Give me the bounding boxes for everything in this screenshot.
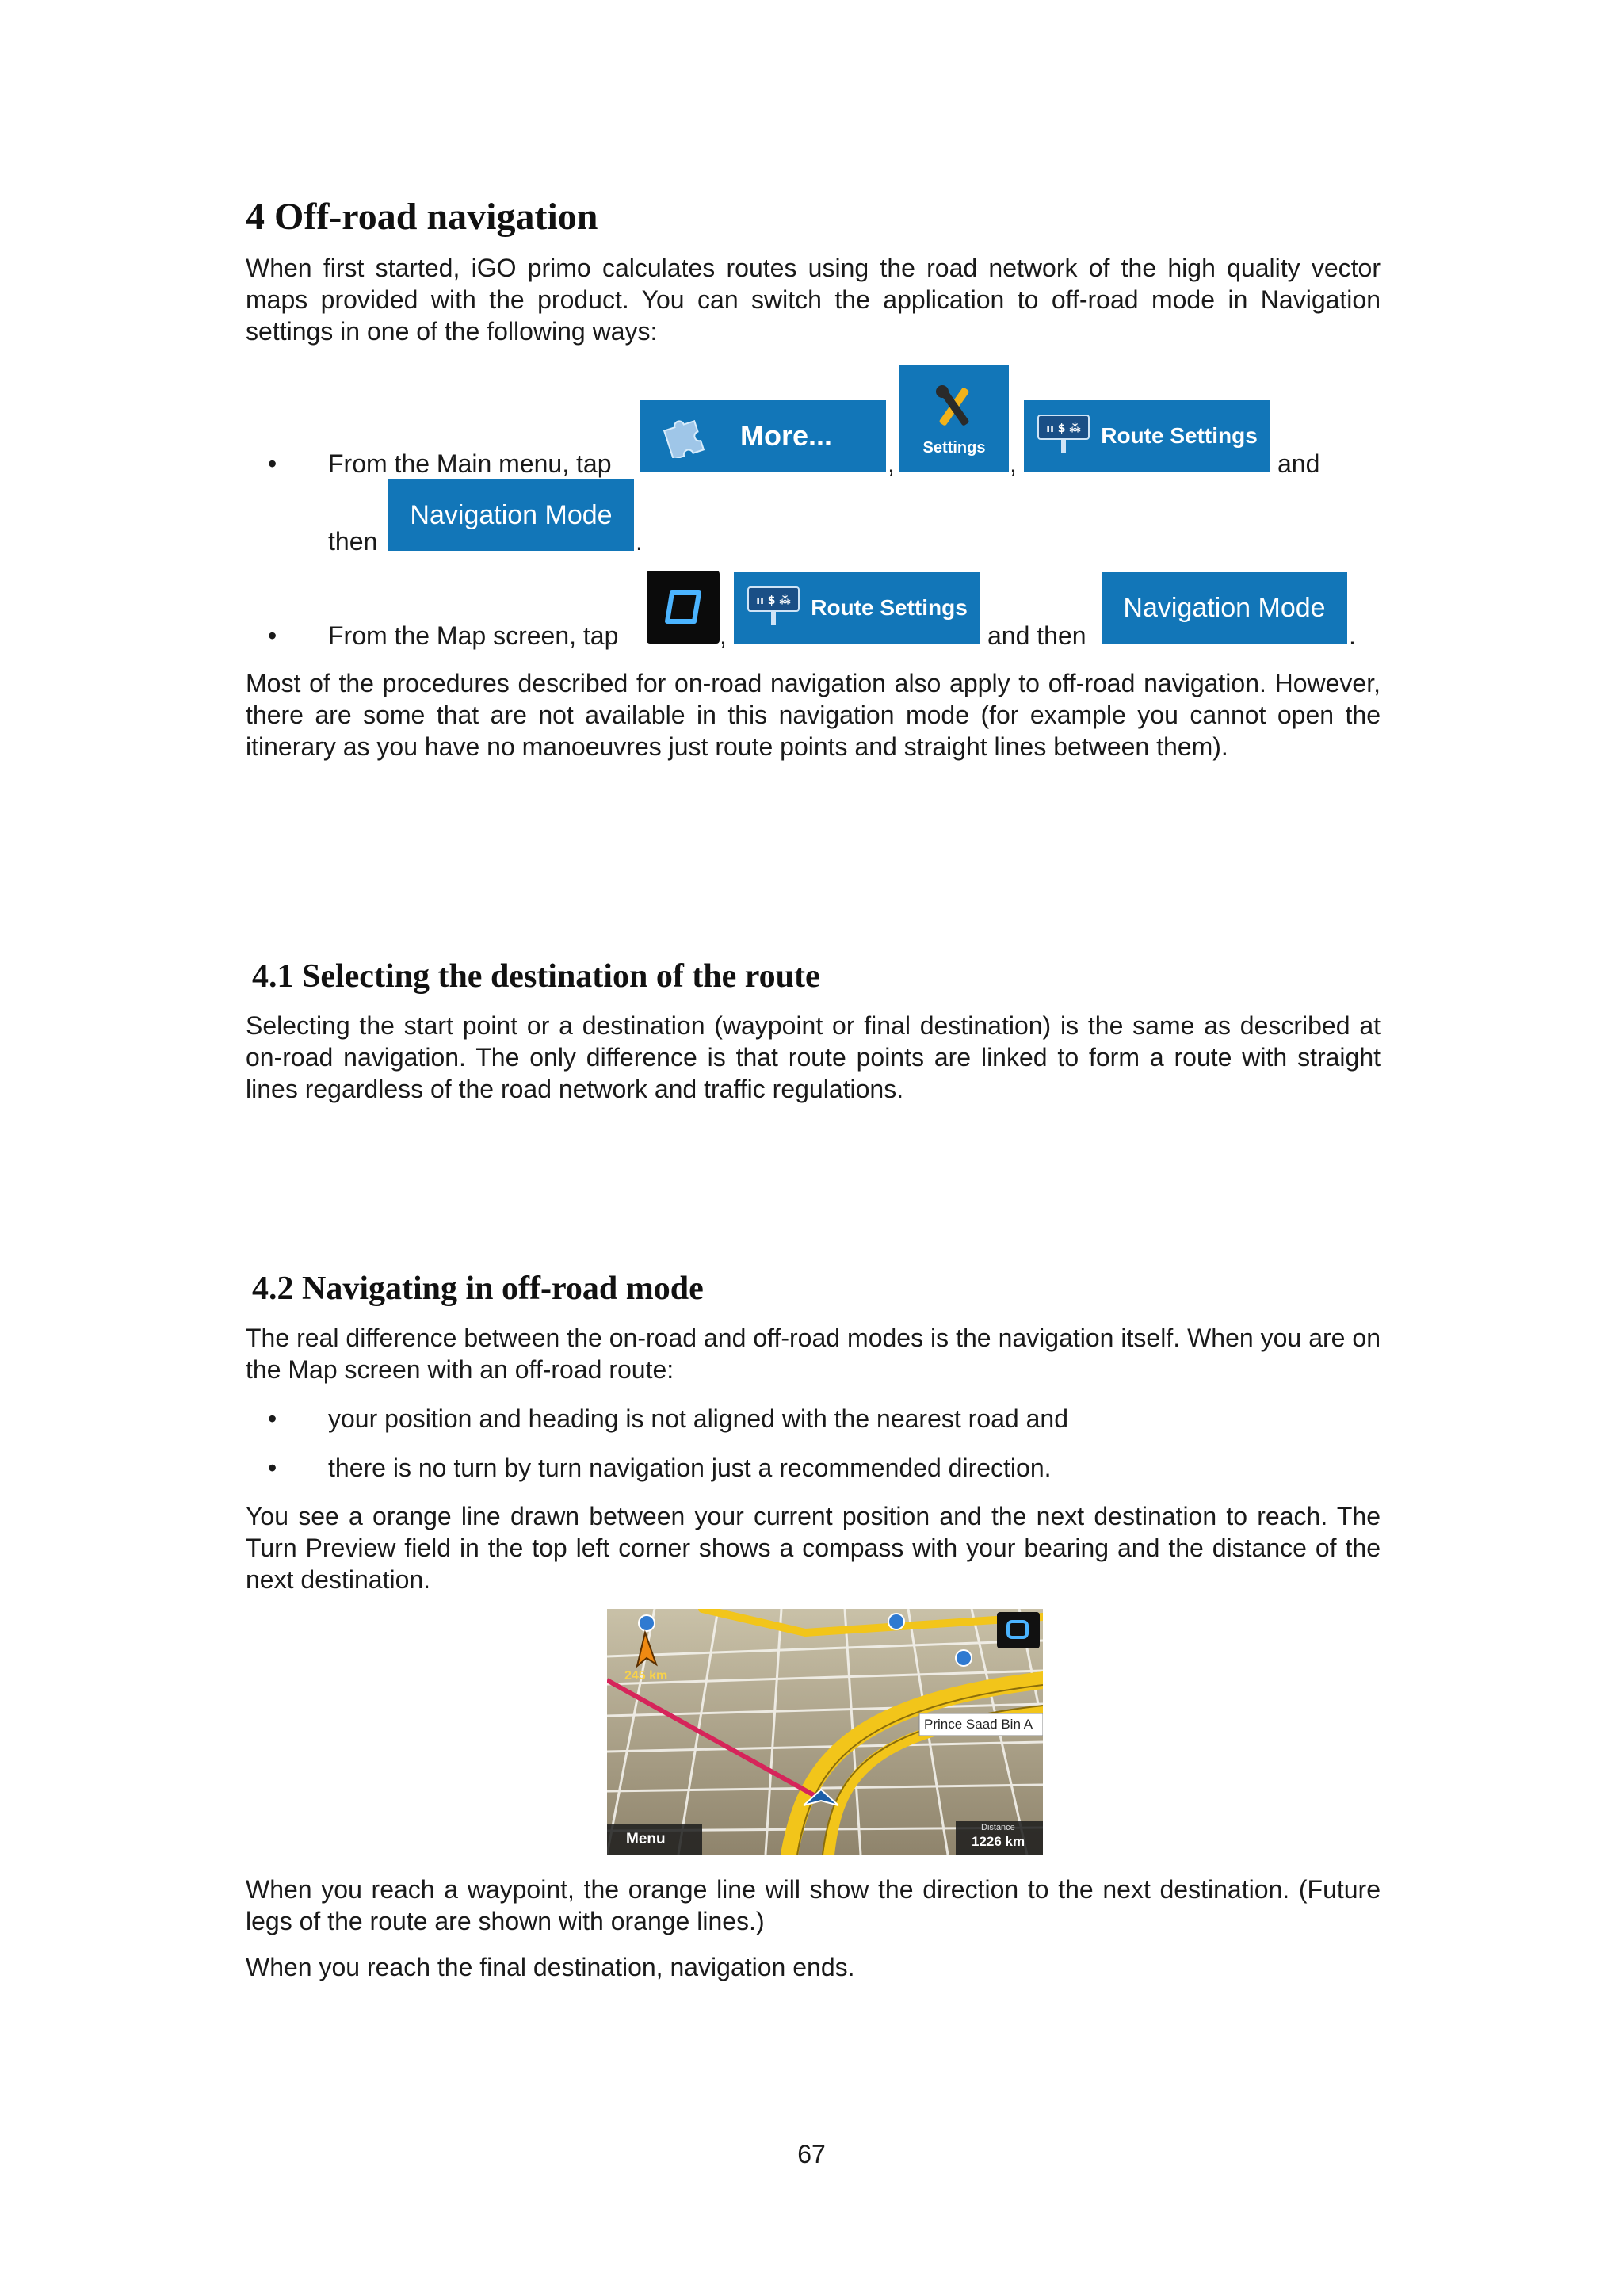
section42-body3: When you reach the final destination, navigation ends. [246,1953,855,1981]
settings-button-label: Settings [922,439,986,457]
more-button[interactable] [640,400,886,472]
street-label: Prince Saad Bin A [924,1717,1033,1732]
navigation-mode-button[interactable]: Navigation Mode [1102,572,1347,644]
section-heading-navigating-off-road: 4.2 Navigating in off-road mode [252,1270,704,1307]
map-menu-button[interactable] [647,571,720,644]
bullet-marker: • [268,621,277,650]
bullet2-end: . [1349,621,1356,650]
route-sign-icon [1036,412,1091,460]
tools-icon [926,379,982,439]
map-menu-label[interactable]: Menu [626,1831,666,1847]
route-sign-icon [746,584,801,632]
bullet-marker: • [268,1454,277,1482]
route-settings-label: Route Settings [811,595,968,620]
section42-body2: When you reach a waypoint, the orange line will show the direction to the next destination. (Future legs of the route are shown with orange lines.) [246,1875,1381,1935]
bullet1-then: then [328,527,378,556]
separator: , [888,449,895,478]
bullet1-and: and [1277,449,1320,478]
svg-text:ıı $ ⁂: ıı $ ⁂ [756,594,791,607]
bullet1-end: . [636,527,643,556]
turn-distance: 245 km [624,1669,668,1683]
section-heading-selecting-destination: 4.1 Selecting the destination of the route [252,958,820,995]
svg-text:ıı $ ⁂: ıı $ ⁂ [1046,422,1081,435]
distance-caption: Distance [981,1823,1015,1832]
list-item: there is no turn by turn navigation just a recommended direction. [328,1454,1052,1482]
section4-body: Most of the procedures described for on-road navigation also apply to off-road navigation. However, there are some that are not available in this navigation mode (for example you cannot open the itinerary as you have no manoeuvres just route points and straight lines between them). [246,669,1381,761]
bullet-marker: • [268,1404,277,1433]
list-item: your position and heading is not aligned with the nearest road and [328,1404,1068,1433]
bullet-marker: • [268,449,277,478]
section42-body1: You see a orange line drawn between your current position and the next destination to reach. The Turn Preview field in the top left corner shows a compass with your bearing and the distance of the next destination. [246,1502,1381,1594]
separator: , [1010,449,1017,478]
section42-intro: The real difference between the on-road and off-road modes is the navigation itself. When you are on the Map screen with an off-road route: [246,1324,1381,1384]
route-settings-label: Route Settings [1101,423,1258,448]
page-number: 67 [797,2140,826,2168]
rounded-square-icon [663,588,704,630]
puzzle-icon [659,407,710,465]
more-button-label: More... [740,419,833,452]
distance-value: 1226 km [972,1834,1025,1849]
separator: , [720,621,727,650]
section41-body: Selecting the start point or a destination (waypoint or final destination) is the same as described at on-road navigation. The only difference is that route points are linked to form a route with straight lines regardless of the road network and traffic regulations. [246,1011,1381,1103]
section-heading-off-road: 4 Off-road navigation [246,196,598,238]
bullet2-and-then: and then [987,621,1086,650]
map-screenshot [607,1609,1043,1855]
navigation-mode-button[interactable]: Navigation Mode [388,479,634,551]
bullet1-prefix: From the Main menu, tap [328,449,612,478]
settings-button[interactable] [899,365,1009,472]
route-settings-button[interactable] [1024,400,1270,472]
route-settings-button[interactable] [734,572,980,644]
bullet2-prefix: From the Map screen, tap [328,621,619,650]
section4-intro: When first started, iGO primo calculates routes using the road network of the high quality vector maps provided with the product. You can switch the application to off-road mode in Navigation settings in one of the following ways: [246,254,1381,346]
